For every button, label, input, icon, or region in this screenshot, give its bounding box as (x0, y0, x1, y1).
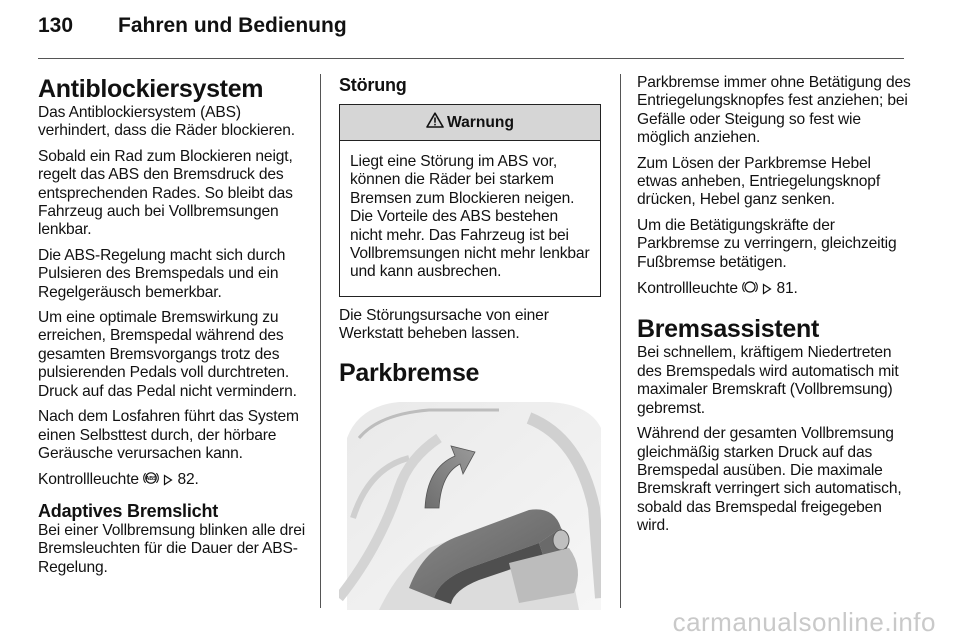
paragraph: Die Störungsursache von einer Werkstatt beheben lassen. (339, 306, 549, 343)
column-divider-2 (620, 74, 621, 608)
paragraph: Das Antiblockiersystem (ABS) verhindert, dass die Räder blockieren. (38, 104, 295, 140)
warning-triangle-icon (426, 112, 447, 133)
subsection-title-fault: Störung (339, 75, 407, 95)
svg-text:ABS: ABS (145, 476, 157, 483)
column-middle (339, 74, 607, 610)
warning-label: Warnung (447, 113, 514, 131)
paragraph: Um eine optimale Bremswirkung zu erreichen, Bremspedal während des gesamten Bremsvorgangs trotz des pulsierenden Pedals voll durchtreten. Druck auf das Pedal nicht vermindern. (38, 309, 297, 400)
section-title-parking-brake: Parkbremse (339, 358, 480, 387)
control-lamp-page: 82. (177, 471, 199, 489)
paragraph: Um die Betätigungskräfte der Parkbremse zu verringern, gleichzeitig Fußbremse betätigen. (637, 216, 897, 271)
control-lamp-reference (637, 279, 911, 300)
column-left (38, 74, 310, 584)
control-lamp-page: 81. (776, 280, 798, 298)
paragraph: Während der gesamten Vollbremsung gleichmäßig starken Druck auf das Bremspedal ausüben. Die maximale Bremskraft verringert sich automatisch, sobald das Bremspedal freigegeben wird. (637, 425, 902, 535)
page-number: 130 (38, 14, 74, 37)
paragraph: Die ABS-Regelung macht sich durch Pulsieren des Bremspedals und ein Regelgeräusch bemerkbar. (38, 246, 286, 301)
page-reference-arrow-icon (163, 473, 173, 491)
abs-warning-lamp-icon (143, 470, 159, 491)
section-title-abs: Antiblockiersystem (38, 75, 264, 103)
paragraph: Bei einer Vollbremsung blinken alle drei Bremsleuchten für die Dauer der ABS-Regelung. (38, 521, 306, 576)
warning-text: Liegt eine Störung im ABS vor, können die Räder bei starkem Bremsen zum Blockieren neigen. Die Vorteile des ABS bestehen nicht mehr. Das Fahrzeug ist bei Vollbremsungen nicht mehr lenkbar und kann ausbrechen. (350, 153, 590, 281)
paragraph: Zum Lösen der Parkbremse Hebel etwas anheben, Entriegelungsknopf drücken, Hebel ganz senken. (637, 154, 880, 209)
chapter-title: Fahren und Bedienung (118, 14, 347, 37)
control-lamp-label: Kontrollleuchte (38, 471, 139, 489)
control-lamp-reference (38, 470, 310, 491)
warning-header (340, 105, 600, 141)
paragraph: Sobald ein Rad zum Blockieren neigt, regelt das ABS den Bremsdruck des entsprechenden Rades. So bleibt das Fahrzeug auch bei Vollbremsungen lenkbar. (38, 147, 293, 239)
control-lamp-label: Kontrollleuchte (637, 280, 738, 298)
parking-brake-illustration (339, 398, 601, 610)
brake-warning-lamp-icon (742, 279, 758, 300)
column-right (637, 74, 911, 543)
section-title-brake-assist: Bremsassistent (637, 315, 820, 344)
header-divider (38, 58, 904, 59)
watermark: carmanualsonline.info (672, 607, 936, 637)
paragraph: Parkbremse immer ohne Betätigung des Entriegelungsknopfes fest anziehen; bei Gefälle oder Steigung so fest wie möglich anziehen. (637, 74, 911, 147)
paragraph: Bei schnellem, kräftigem Niedertreten des Bremspedals wird automatisch mit maximaler Bremskraft (Vollbremsung) gebremst. (637, 344, 899, 417)
subsection-title-adaptive-brake-light: Adaptives Bremslicht (38, 500, 219, 521)
page-reference-arrow-icon (762, 282, 772, 300)
paragraph: Nach dem Losfahren führt das System einen Selbsttest durch, der hörbare Geräusche verursachen kann. (38, 408, 299, 462)
page-header (38, 14, 347, 50)
warning-box (339, 104, 601, 297)
column-divider-1 (320, 74, 321, 608)
